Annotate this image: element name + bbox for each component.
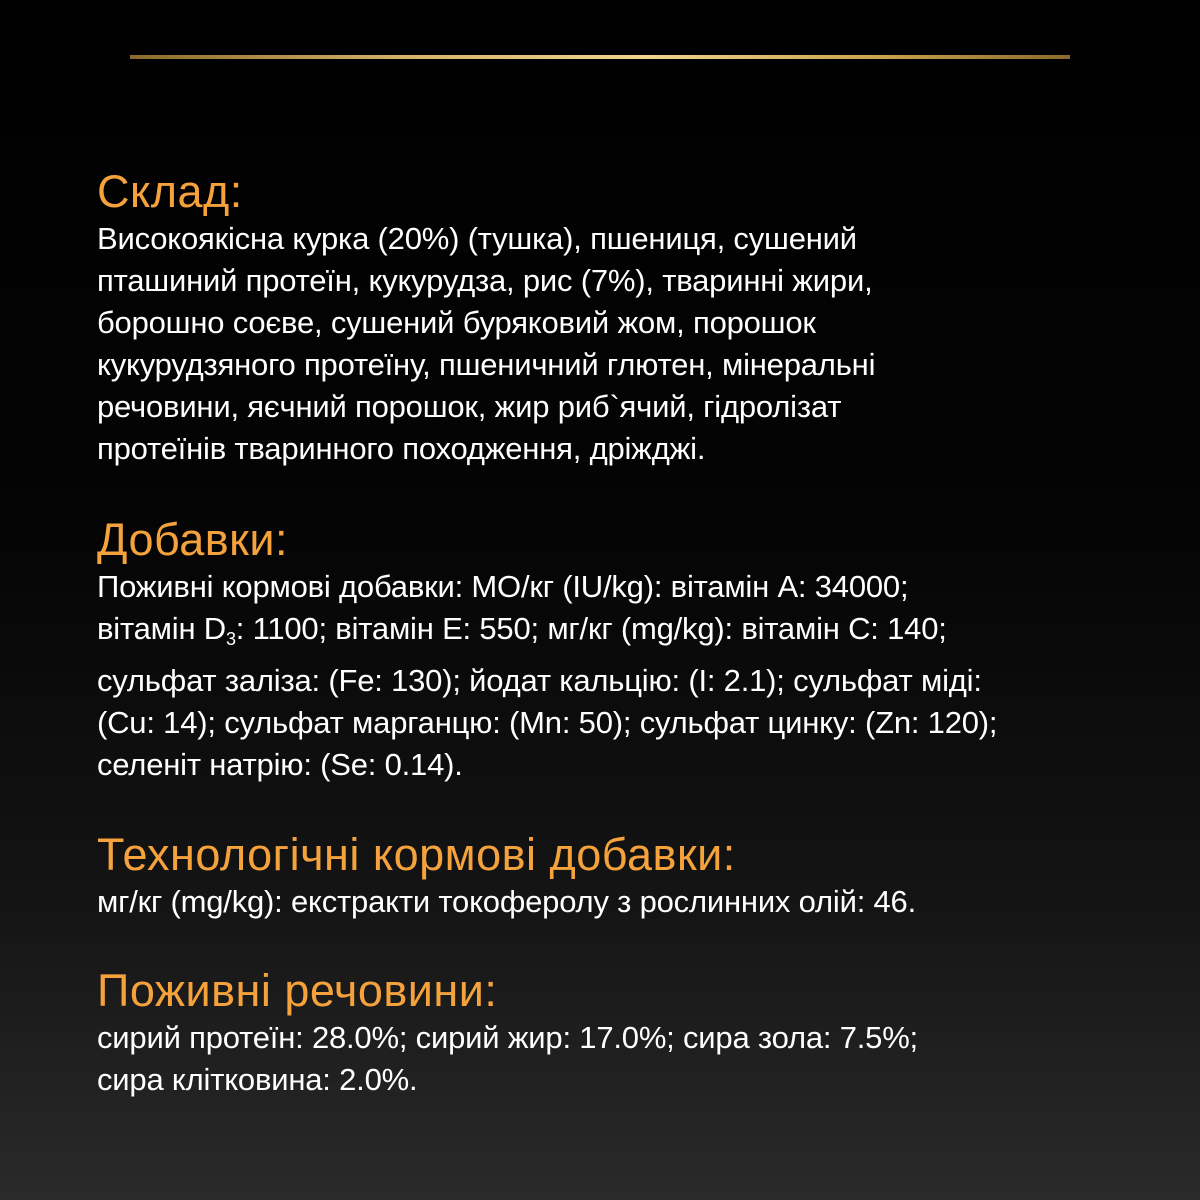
composition-line: Високоякісна курка (20%) (тушка), пшениця, сушений	[97, 221, 857, 256]
technological-additives-heading: Технологічні кормові добавки:	[97, 829, 736, 880]
section-technological-additives	[97, 829, 1107, 923]
composition-line: речовини, яєчний порошок, жир риб`ячий, гідролізат	[97, 389, 842, 424]
composition-content	[97, 166, 1107, 1101]
additives-line-vitamin-d	[97, 608, 1107, 660]
vitamin-d-subscript: 3	[225, 629, 236, 649]
additives-heading: Добавки:	[97, 514, 289, 565]
additives-line: Поживні кормові добавки: МО/кг (IU/kg): вітамін А: 34000;	[97, 569, 909, 604]
nutrients-line: сирий протеїн: 28.0%; сирий жир: 17.0%; сира зола: 7.5%;	[97, 1020, 918, 1055]
additives-text	[97, 566, 1107, 786]
composition-line: кукурудзяного протеїну, пшеничний глютен, мінеральні	[97, 347, 876, 382]
nutrients-heading: Поживні речовини:	[97, 965, 498, 1016]
technological-additives-text	[97, 881, 1107, 923]
section-additives	[97, 514, 1107, 786]
composition-line: пташиний протеїн, кукурудза, рис (7%), тваринні жири,	[97, 263, 873, 298]
additives-line: сульфат заліза: (Fe: 130); йодат кальцію: (I: 2.1); сульфат міді:	[97, 663, 982, 698]
section-composition	[97, 166, 1107, 470]
technological-additives-line: мг/кг (mg/kg): екстракти токоферолу з рослинних олій: 46.	[97, 884, 917, 919]
vitamin-d-rest: : 1100; вітамін Е: 550; мг/кг (mg/kg): вітамін С: 140;	[235, 611, 947, 646]
composition-line: борошно соєве, сушений буряковий жом, порошок	[97, 305, 816, 340]
nutrients-line: сира клітковина: 2.0%.	[97, 1062, 418, 1097]
gold-divider	[130, 55, 1070, 59]
nutrients-text	[97, 1017, 1107, 1101]
composition-heading: Склад:	[97, 166, 243, 217]
composition-text	[97, 218, 1107, 470]
additives-line: (Cu: 14); сульфат марганцю: (Mn: 50); сульфат цинку: (Zn: 120);	[97, 705, 998, 740]
section-nutrients	[97, 965, 1107, 1101]
vitamin-d-label: вітамін D	[97, 611, 226, 646]
additives-line: селеніт натрію: (Se: 0.14).	[97, 747, 463, 782]
composition-line: протеїнів тваринного походження, дріжджі.	[97, 431, 706, 466]
